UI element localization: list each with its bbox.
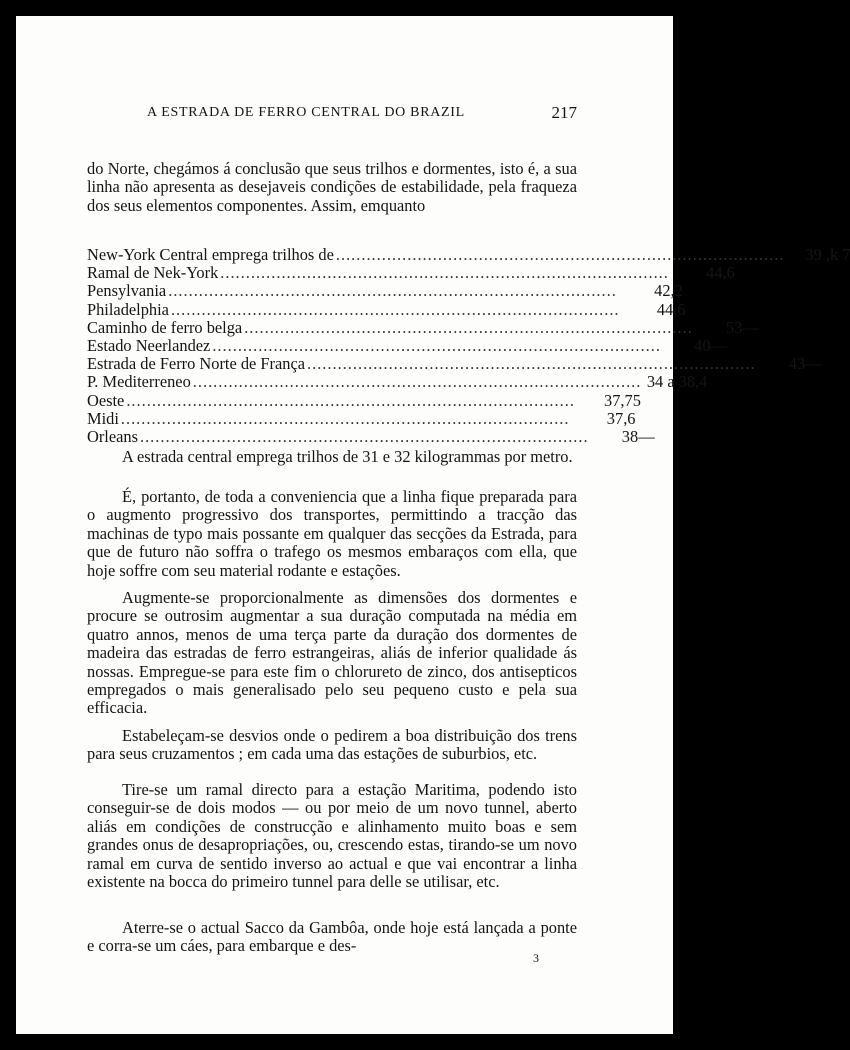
table-row <box>87 372 708 392</box>
dot-leader: ........................................................................................ <box>307 354 756 374</box>
row-label: Estado Neerlandez <box>87 335 211 355</box>
paragraph-1: do Norte, chegámos á conclusão que seus trilhos e dormentes, isto é, a sua linha não apresenta as desejaveis condições de estabilidade, pela fraqueza dos seus elementos componentes. Assim, emquanto <box>87 159 577 215</box>
row-label: Ramal de Nek-York <box>87 263 219 283</box>
table-row <box>87 335 727 355</box>
row-value: 44,6 <box>656 299 686 319</box>
table-row <box>87 299 686 319</box>
table-row <box>87 263 735 283</box>
row-label: Philadelphia <box>87 299 169 319</box>
dot-leader: ........................................................................................ <box>192 372 642 392</box>
row-value: 43— <box>788 354 822 374</box>
row-value: 39 ,k 7 <box>805 245 850 264</box>
dot-leader: ........................................................................................ <box>170 299 620 319</box>
row-label: Caminho de ferro belga <box>87 317 243 337</box>
table-row <box>87 245 850 264</box>
table-row <box>87 354 822 374</box>
dot-leader: ........................................................................................ <box>212 335 661 355</box>
row-label: Midi <box>87 408 119 428</box>
row-value: 42,2 <box>654 281 683 301</box>
row-label: Pensylvania <box>87 281 167 301</box>
dot-leader: ........................................................................................ <box>220 263 669 283</box>
row-value: 37,75 <box>604 390 641 410</box>
paragraph-4: Augmente-se proporcionalmente as dimensões dos dormentes e procure se outrosim augmentar a sua duração computada na média em quatro annos, menos de uma terça parte da duração dos dormentes de madeira das estradas de ferro estrangeiras, aliás de inferior qualidade ás nossas. Empregue-se para este fim o chlorureto de zinco, dos antisepticos empregados o mais generalisado pelo seu pequeno custo e pela sua efficacia. <box>87 588 577 718</box>
rail-weight-table <box>87 245 850 446</box>
paragraph-6: Tire-se um ramal directo para a estação Maritima, podendo isto conseguir-se de dois modos — ou por meio de um novo tunnel, aberto aliás em condições de construcção e alinhamento muito boas e sem grandes onus de desapropriações, ou, crescendo estas, tirando-se um novo ramal em curva de sentido inverso ao actual e que vai encontrar a linha existente na bocca do primeiro tunnel para delle se utilisar, etc. <box>87 780 577 892</box>
row-label: Oeste <box>87 390 125 410</box>
paragraph-7: Aterre-se o actual Sacco da Gambôa, onde hoje está lançada a ponte e corra-se um cáes, para embarque e des- <box>87 918 577 956</box>
paragraph-5: Estabeleçam-se desvios onde o pedirem a boa distribuição dos trens para seus cruzamentos ; em cada uma das estações de suburbios, etc. <box>87 726 577 764</box>
row-label: Estrada de Ferro Norte de França <box>87 354 305 374</box>
signature-mark: 3 <box>533 951 539 965</box>
row-value: 40— <box>694 335 727 355</box>
dot-leader: ........................................................................................ <box>244 317 693 337</box>
table-row <box>87 281 683 301</box>
row-label: New-York Central emprega trilhos de <box>87 245 334 264</box>
row-label: Orleans <box>87 426 138 446</box>
row-value: 34 a 38,4 <box>646 372 708 392</box>
dot-leader: ........................................................................................ <box>139 426 589 446</box>
paragraph-3: É, portanto, de toda a conveniencia que a linha fique preparada para o augmento progressivo dos transportes, permittindo a tracção das machinas de typo mais possante em qualquer das secções da Estrada, para que de futuro não soffra o trafego os mesmos embaraços com ella, que hoje soffre com seu material rodante e estações. <box>87 487 577 580</box>
running-header <box>87 103 577 123</box>
dot-leader: ........................................................................................ <box>120 408 570 428</box>
dot-leader: ........................................................................................ <box>168 281 617 301</box>
table-row <box>87 426 655 446</box>
running-title: A ESTRADA DE FERRO CENTRAL DO BRAZIL <box>147 105 465 120</box>
page-number: 217 <box>551 103 577 122</box>
dot-leader: ........................................................................................ <box>126 390 575 410</box>
row-value: 53— <box>726 317 759 337</box>
row-label: P. Mediterreneo <box>87 372 191 392</box>
table-row <box>87 390 641 410</box>
row-value: 44,6 <box>706 263 735 283</box>
dot-leader: ........................................................................................ <box>335 245 785 264</box>
row-value: 37,6 <box>606 408 636 428</box>
row-value: 38— <box>621 426 655 446</box>
paragraph-2: A estrada central emprega trilhos de 31 e 32 kilogrammas por metro. <box>122 447 573 466</box>
table-row <box>87 408 636 428</box>
table-row <box>87 317 759 337</box>
